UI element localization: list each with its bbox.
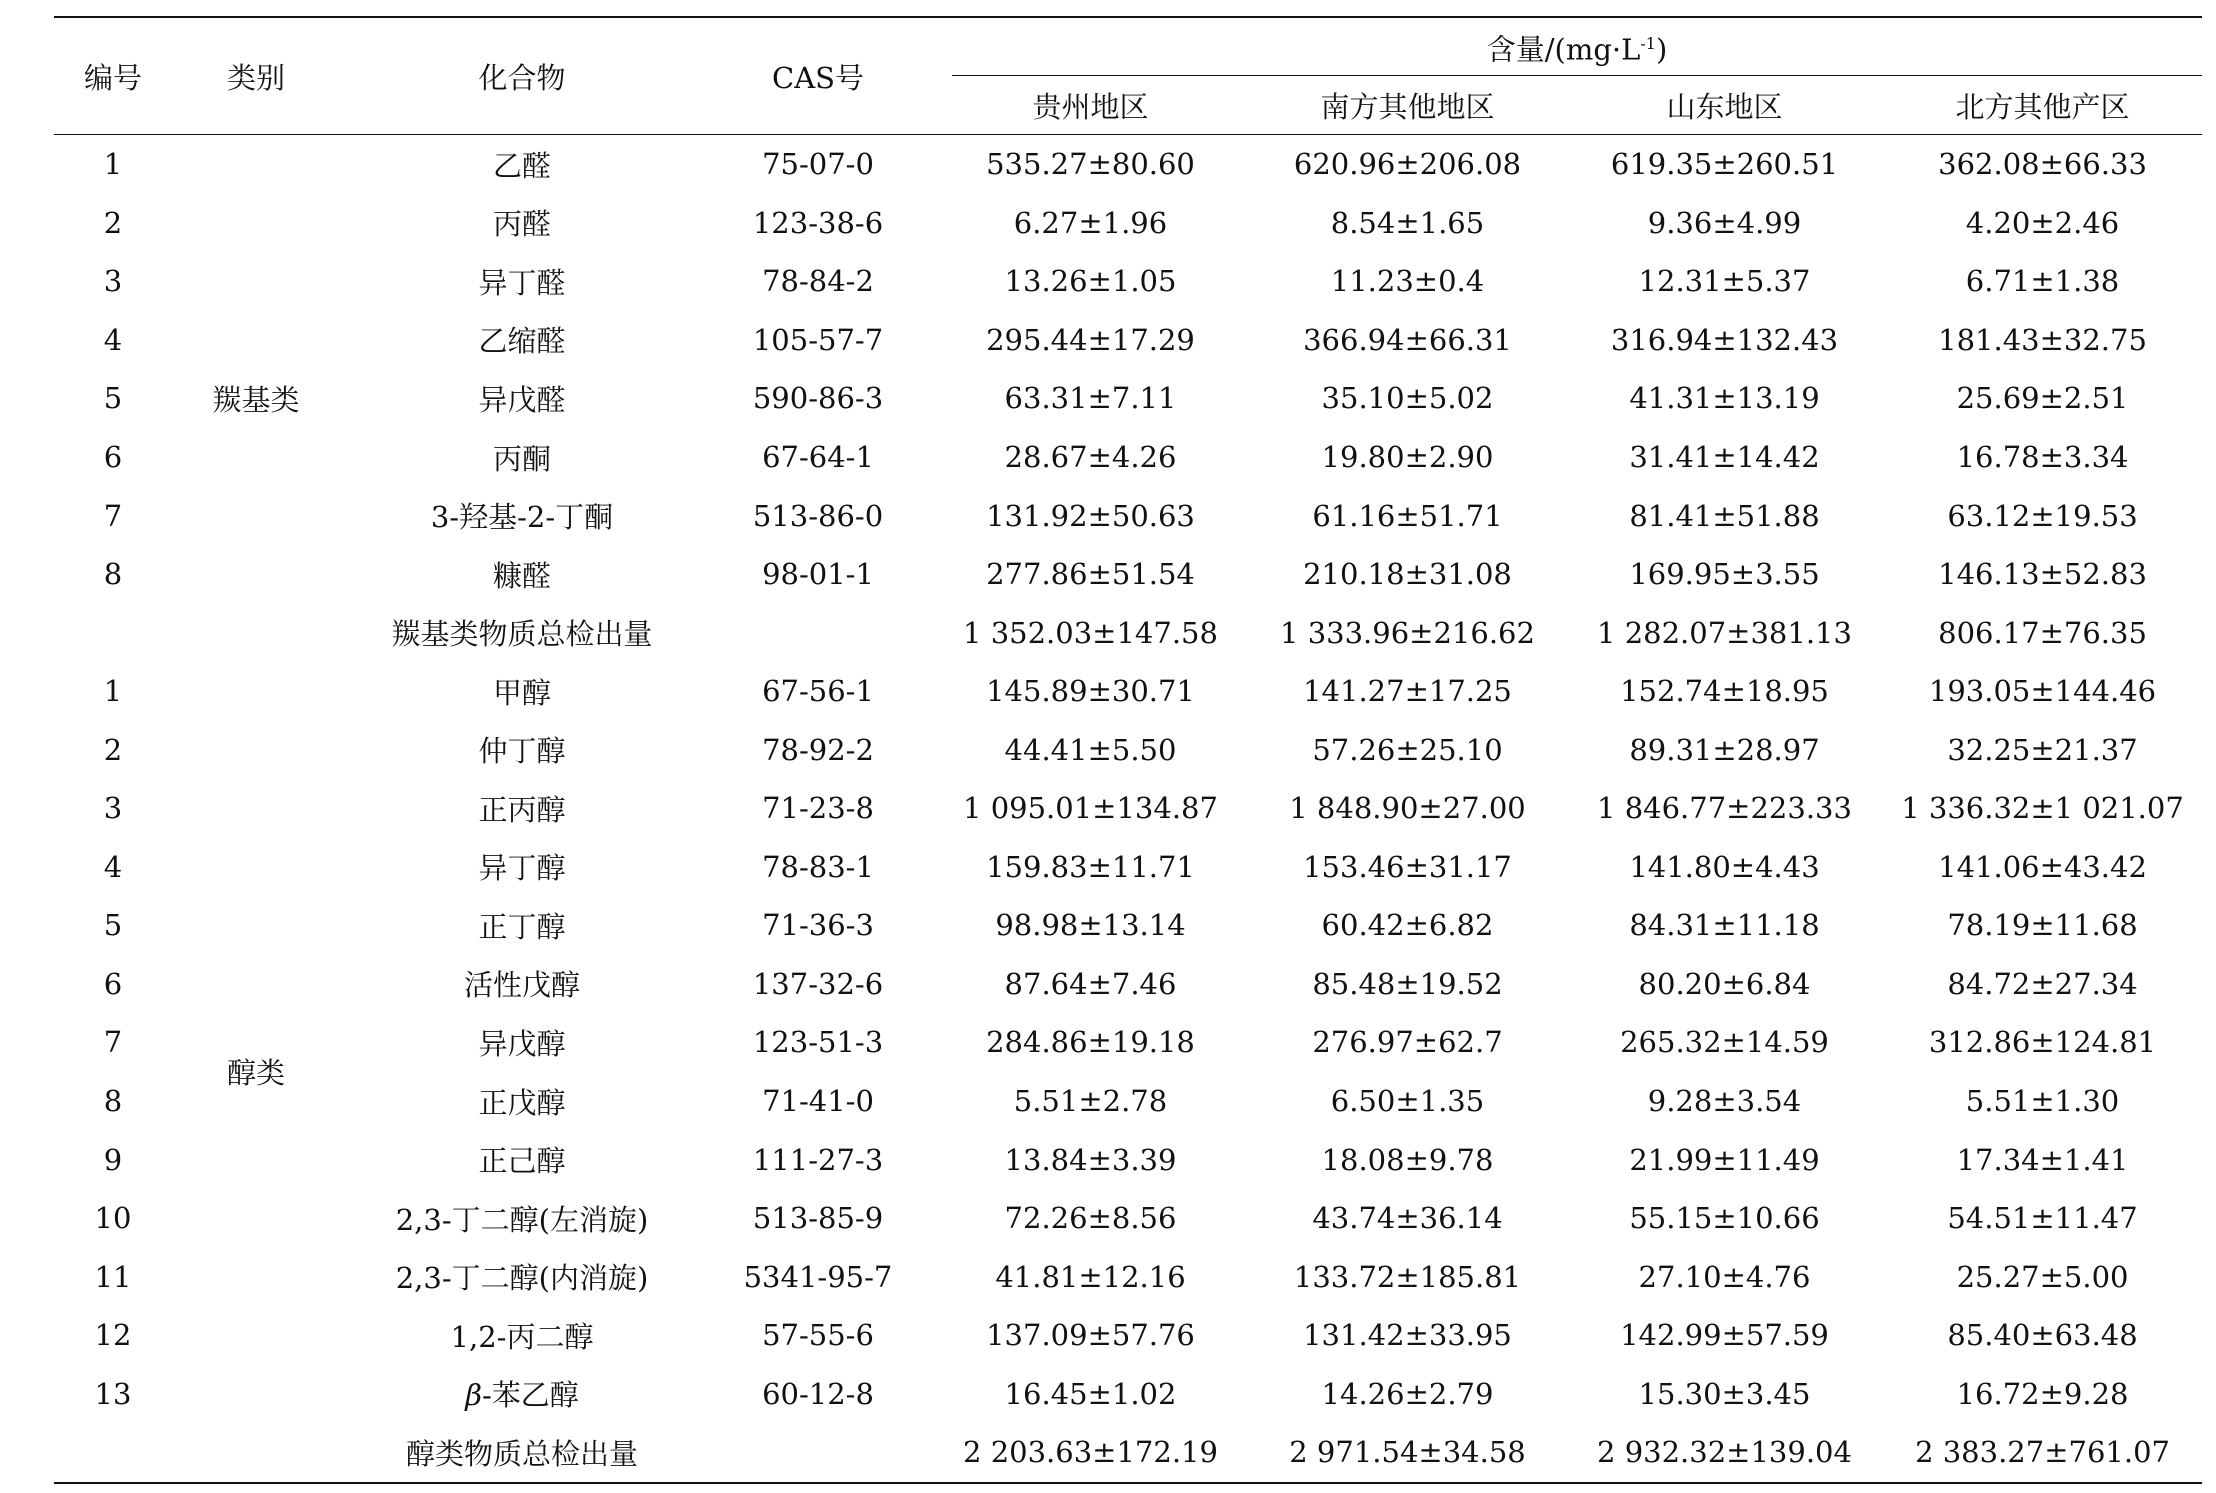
total-value: 806.17±76.35 bbox=[1938, 615, 2147, 650]
compound-prefix: β bbox=[465, 1378, 482, 1413]
table-row bbox=[54, 1247, 2202, 1306]
value-cell: 210.18±31.08 bbox=[1303, 557, 1512, 592]
cas-cell: 78-83-1 bbox=[762, 849, 874, 884]
table-row bbox=[54, 838, 2202, 897]
value-cell: 6.27±1.96 bbox=[1013, 205, 1168, 240]
value-cell: 89.31±28.97 bbox=[1629, 732, 1820, 767]
compound-cell: 活性戊醇 bbox=[463, 968, 580, 1003]
value-cell: 21.99±11.49 bbox=[1629, 1142, 1820, 1177]
cas-cell: 513-85-9 bbox=[752, 1201, 884, 1236]
cas-cell: 78-84-2 bbox=[762, 264, 874, 299]
cas-cell: 590-86-3 bbox=[752, 381, 884, 416]
value-cell: 85.48±19.52 bbox=[1312, 966, 1503, 1001]
total-value: 1 282.07±381.13 bbox=[1597, 615, 1852, 650]
total-value: 2 383.27±761.07 bbox=[1883, 1423, 2202, 1483]
compound-cell: 正己醇 bbox=[478, 1144, 566, 1179]
header-cas: CAS号 bbox=[704, 17, 932, 135]
value-cell: 265.32±14.59 bbox=[1620, 1025, 1829, 1060]
compound-cell: 乙醛 bbox=[492, 148, 551, 183]
value-cell: 16.72±9.28 bbox=[1956, 1376, 2129, 1411]
value-cell: 1 848.90±27.00 bbox=[1289, 791, 1526, 826]
value-cell: 11.23±0.4 bbox=[1330, 264, 1485, 299]
table-row bbox=[54, 311, 2202, 370]
value-cell: 61.16±51.71 bbox=[1312, 498, 1503, 533]
value-cell: 142.99±57.59 bbox=[1620, 1318, 1829, 1353]
value-cell: 85.40±63.48 bbox=[1947, 1318, 2138, 1353]
value-cell: 6.50±1.35 bbox=[1330, 1084, 1485, 1119]
compound-cell: 仲丁醇 bbox=[478, 734, 566, 769]
table-row bbox=[54, 252, 2202, 311]
value-cell: 145.89±30.71 bbox=[986, 674, 1195, 709]
value-cell: 16.78±3.34 bbox=[1956, 440, 2129, 474]
value-cell: 312.86±124.81 bbox=[1928, 1025, 2157, 1060]
row-id: 6 bbox=[103, 966, 123, 1001]
value-cell: 1 336.32±1 021.07 bbox=[1901, 791, 2184, 826]
row-id: 5 bbox=[103, 381, 123, 416]
value-cell: 41.81±12.16 bbox=[995, 1259, 1186, 1294]
row-id: 1 bbox=[103, 674, 123, 709]
table-row bbox=[54, 1189, 2202, 1248]
row-id: 9 bbox=[103, 1142, 123, 1177]
table-body bbox=[54, 135, 2202, 1483]
value-cell: 159.83±11.71 bbox=[986, 849, 1195, 884]
value-cell: 55.15±10.66 bbox=[1629, 1201, 1820, 1236]
compound-cell bbox=[340, 1364, 704, 1423]
compound-cell: 丙醛 bbox=[492, 207, 551, 242]
value-cell: 4.20±2.46 bbox=[1965, 205, 2120, 240]
table-row bbox=[54, 720, 2202, 779]
compound-content-table bbox=[54, 16, 2202, 1484]
compound-cell: 乙缩醛 bbox=[478, 324, 566, 359]
category-cell: 羰基类 bbox=[212, 382, 300, 417]
value-cell: 131.92±50.63 bbox=[986, 498, 1195, 533]
value-cell: 620.96±206.08 bbox=[1293, 147, 1522, 182]
header-content-label: 含量/(mg·L bbox=[1486, 32, 1641, 67]
total-value: 2 932.32±139.04 bbox=[1566, 1423, 1883, 1483]
compound-cell: 2,3-丁二醇(左消旋) bbox=[395, 1202, 649, 1237]
value-cell: 14.26±2.79 bbox=[1321, 1376, 1494, 1411]
value-cell: 137.09±57.76 bbox=[986, 1318, 1195, 1353]
compound-cell: 2,3-丁二醇(内消旋) bbox=[395, 1261, 649, 1296]
cas-cell: 71-36-3 bbox=[762, 908, 874, 943]
value-cell: 153.46±31.17 bbox=[1303, 849, 1512, 884]
table-row bbox=[54, 1072, 2202, 1131]
value-cell: 366.94±66.31 bbox=[1303, 322, 1512, 357]
value-cell: 17.34±1.41 bbox=[1956, 1142, 2129, 1177]
total-row bbox=[54, 603, 2202, 662]
row-id: 11 bbox=[94, 1259, 132, 1294]
value-cell: 316.94±132.43 bbox=[1610, 322, 1839, 357]
value-cell: 41.31±13.19 bbox=[1629, 381, 1820, 416]
value-cell: 81.41±51.88 bbox=[1629, 498, 1820, 533]
value-cell: 28.67±4.26 bbox=[1004, 440, 1177, 474]
value-cell: 295.44±17.29 bbox=[986, 322, 1195, 357]
cas-cell: 123-38-6 bbox=[752, 205, 884, 240]
value-cell: 78.19±11.68 bbox=[1947, 908, 2138, 943]
value-cell: 80.20±6.84 bbox=[1638, 966, 1811, 1001]
compound-cell: 正丁醇 bbox=[478, 909, 566, 944]
value-cell: 152.74±18.95 bbox=[1620, 674, 1829, 709]
row-id: 3 bbox=[103, 791, 123, 826]
row-id: 8 bbox=[103, 557, 123, 592]
value-cell: 5.51±1.30 bbox=[1965, 1084, 2120, 1119]
value-cell: 25.27±5.00 bbox=[1956, 1259, 2129, 1294]
value-cell: 9.36±4.99 bbox=[1647, 205, 1802, 240]
value-cell: 9.28±3.54 bbox=[1647, 1084, 1802, 1119]
compound-cell: 异戊醛 bbox=[478, 382, 566, 417]
total-label: 羰基类物质总检出量 bbox=[391, 617, 653, 652]
value-cell: 32.25±21.37 bbox=[1947, 732, 2138, 767]
header-region-shandong: 山东地区 bbox=[1566, 76, 1883, 135]
row-id: 13 bbox=[94, 1376, 132, 1411]
value-cell: 13.84±3.39 bbox=[1004, 1142, 1177, 1177]
cas-cell: 513-86-0 bbox=[752, 498, 884, 533]
table-row bbox=[54, 545, 2202, 604]
row-id: 6 bbox=[103, 440, 123, 474]
compound-cell: 丙酮 bbox=[492, 441, 551, 476]
cas-cell: 5341-95-7 bbox=[743, 1259, 893, 1294]
value-cell: 193.05±144.46 bbox=[1928, 674, 2157, 709]
compound-cell: 异丁醛 bbox=[478, 265, 566, 300]
total-value: 1 333.96±216.62 bbox=[1280, 615, 1535, 650]
cas-cell: 71-41-0 bbox=[762, 1084, 874, 1119]
table-row bbox=[54, 1306, 2202, 1365]
row-id: 12 bbox=[94, 1318, 132, 1353]
value-cell: 31.41±14.42 bbox=[1629, 440, 1820, 474]
value-cell: 169.95±3.55 bbox=[1629, 557, 1820, 592]
header-content-sup: -1 bbox=[1640, 33, 1656, 53]
row-id: 2 bbox=[103, 205, 123, 240]
value-cell: 13.26±1.05 bbox=[1004, 264, 1177, 299]
value-cell: 27.10±4.76 bbox=[1638, 1259, 1811, 1294]
cas-cell: 60-12-8 bbox=[762, 1376, 874, 1411]
header-region-guizhou: 贵州地区 bbox=[932, 76, 1249, 135]
row-id: 5 bbox=[103, 908, 123, 943]
cas-cell: 111-27-3 bbox=[752, 1142, 884, 1177]
table-header bbox=[54, 17, 2202, 135]
value-cell: 277.86±51.54 bbox=[986, 557, 1195, 592]
table-row bbox=[54, 486, 2202, 545]
total-row bbox=[54, 1423, 2202, 1483]
value-cell: 63.31±7.11 bbox=[1004, 381, 1177, 416]
table-row bbox=[54, 896, 2202, 955]
table-row bbox=[54, 1130, 2202, 1189]
compound-cell: 正戊醇 bbox=[478, 1085, 566, 1120]
value-cell: 181.43±32.75 bbox=[1938, 322, 2147, 357]
cas-cell: 75-07-0 bbox=[762, 147, 874, 182]
header-region-north-other: 北方其他产区 bbox=[1883, 76, 2202, 135]
value-cell: 12.31±5.37 bbox=[1638, 264, 1811, 299]
value-cell: 84.31±11.18 bbox=[1629, 908, 1820, 943]
cas-cell: 123-51-3 bbox=[752, 1025, 884, 1060]
value-cell: 43.74±36.14 bbox=[1312, 1201, 1503, 1236]
cas-cell: 71-23-8 bbox=[762, 791, 874, 826]
table-row bbox=[54, 1364, 2202, 1423]
header-content-group bbox=[932, 17, 2202, 76]
cas-cell: 57-55-6 bbox=[762, 1318, 874, 1353]
value-cell: 98.98±13.14 bbox=[995, 908, 1186, 943]
value-cell: 8.54±1.65 bbox=[1330, 205, 1485, 240]
value-cell: 146.13±52.83 bbox=[1938, 557, 2147, 592]
row-id: 2 bbox=[103, 732, 123, 767]
value-cell: 131.42±33.95 bbox=[1303, 1318, 1512, 1353]
value-cell: 5.51±2.78 bbox=[1013, 1084, 1168, 1119]
value-cell: 284.86±19.18 bbox=[986, 1025, 1195, 1060]
value-cell: 1 846.77±223.33 bbox=[1597, 791, 1852, 826]
total-value: 2 971.54±34.58 bbox=[1249, 1423, 1566, 1483]
value-cell: 35.10±5.02 bbox=[1321, 381, 1494, 416]
total-value: 2 203.63±172.19 bbox=[932, 1423, 1249, 1483]
row-id: 8 bbox=[103, 1084, 123, 1119]
value-cell: 1 095.01±134.87 bbox=[963, 791, 1218, 826]
compound-name: -苯乙醇 bbox=[481, 1378, 579, 1413]
compound-cell: 3-羟基-2-丁酮 bbox=[430, 500, 614, 535]
category-cell: 醇类 bbox=[172, 662, 340, 1483]
cas-cell: 105-57-7 bbox=[752, 322, 884, 357]
table-row bbox=[54, 369, 2202, 428]
value-cell: 84.72±27.34 bbox=[1947, 966, 2138, 1001]
row-id: 3 bbox=[103, 264, 123, 299]
value-cell: 57.26±25.10 bbox=[1312, 732, 1503, 767]
value-cell: 133.72±185.81 bbox=[1293, 1259, 1522, 1294]
compound-cell: 糠醛 bbox=[492, 558, 551, 593]
value-cell: 15.30±3.45 bbox=[1638, 1376, 1811, 1411]
value-cell: 362.08±66.33 bbox=[1938, 147, 2147, 182]
compound-cell: 正丙醇 bbox=[478, 792, 566, 827]
header-region-south-other: 南方其他地区 bbox=[1249, 76, 1566, 135]
value-cell: 72.26±8.56 bbox=[1004, 1201, 1177, 1236]
compound-cell: 异戊醇 bbox=[478, 1026, 566, 1061]
total-label: 醇类物质总检出量 bbox=[340, 1423, 704, 1483]
cas-cell: 98-01-1 bbox=[762, 557, 874, 592]
table-row bbox=[54, 955, 2202, 1014]
row-id: 4 bbox=[103, 849, 123, 884]
cas-cell: 67-56-1 bbox=[762, 674, 874, 709]
table-row bbox=[54, 779, 2202, 838]
value-cell: 25.69±2.51 bbox=[1956, 381, 2129, 416]
row-id: 10 bbox=[94, 1201, 132, 1236]
total-value: 1 352.03±147.58 bbox=[963, 615, 1218, 650]
cas-cell: 137-32-6 bbox=[752, 966, 884, 1001]
compound-cell: 甲醇 bbox=[492, 675, 551, 710]
table-row bbox=[54, 194, 2202, 253]
value-cell: 54.51±11.47 bbox=[1947, 1201, 2138, 1236]
row-id: 4 bbox=[103, 322, 123, 357]
value-cell: 19.80±2.90 bbox=[1321, 440, 1494, 474]
table-row bbox=[54, 428, 2202, 487]
header-compound: 化合物 bbox=[340, 17, 704, 135]
value-cell: 60.42±6.82 bbox=[1321, 908, 1494, 943]
value-cell: 44.41±5.50 bbox=[1004, 732, 1177, 767]
value-cell: 18.08±9.78 bbox=[1321, 1142, 1494, 1177]
value-cell: 535.27±80.60 bbox=[986, 147, 1195, 182]
value-cell: 16.45±1.02 bbox=[1004, 1376, 1177, 1411]
table-row bbox=[54, 662, 2202, 721]
row-id: 1 bbox=[103, 147, 123, 182]
table-row bbox=[54, 135, 2202, 194]
table-row bbox=[54, 1013, 2202, 1072]
value-cell: 141.27±17.25 bbox=[1303, 674, 1512, 709]
header-content-close: ) bbox=[1655, 32, 1668, 67]
value-cell: 63.12±19.53 bbox=[1947, 498, 2138, 533]
value-cell: 276.97±62.7 bbox=[1312, 1025, 1503, 1060]
value-cell: 141.06±43.42 bbox=[1938, 849, 2147, 884]
header-id: 编号 bbox=[54, 17, 172, 135]
header-category: 类别 bbox=[172, 17, 340, 135]
value-cell: 87.64±7.46 bbox=[1004, 966, 1177, 1001]
value-cell: 141.80±4.43 bbox=[1629, 849, 1820, 884]
row-id: 7 bbox=[103, 498, 123, 533]
cas-cell: 78-92-2 bbox=[762, 732, 874, 767]
row-id: 7 bbox=[103, 1025, 123, 1060]
compound-cell: 异丁醇 bbox=[478, 851, 566, 886]
value-cell: 6.71±1.38 bbox=[1965, 264, 2120, 299]
cas-cell: 67-64-1 bbox=[762, 440, 874, 474]
compound-cell: 1,2-丙二醇 bbox=[450, 1319, 594, 1354]
value-cell: 619.35±260.51 bbox=[1610, 147, 1839, 182]
